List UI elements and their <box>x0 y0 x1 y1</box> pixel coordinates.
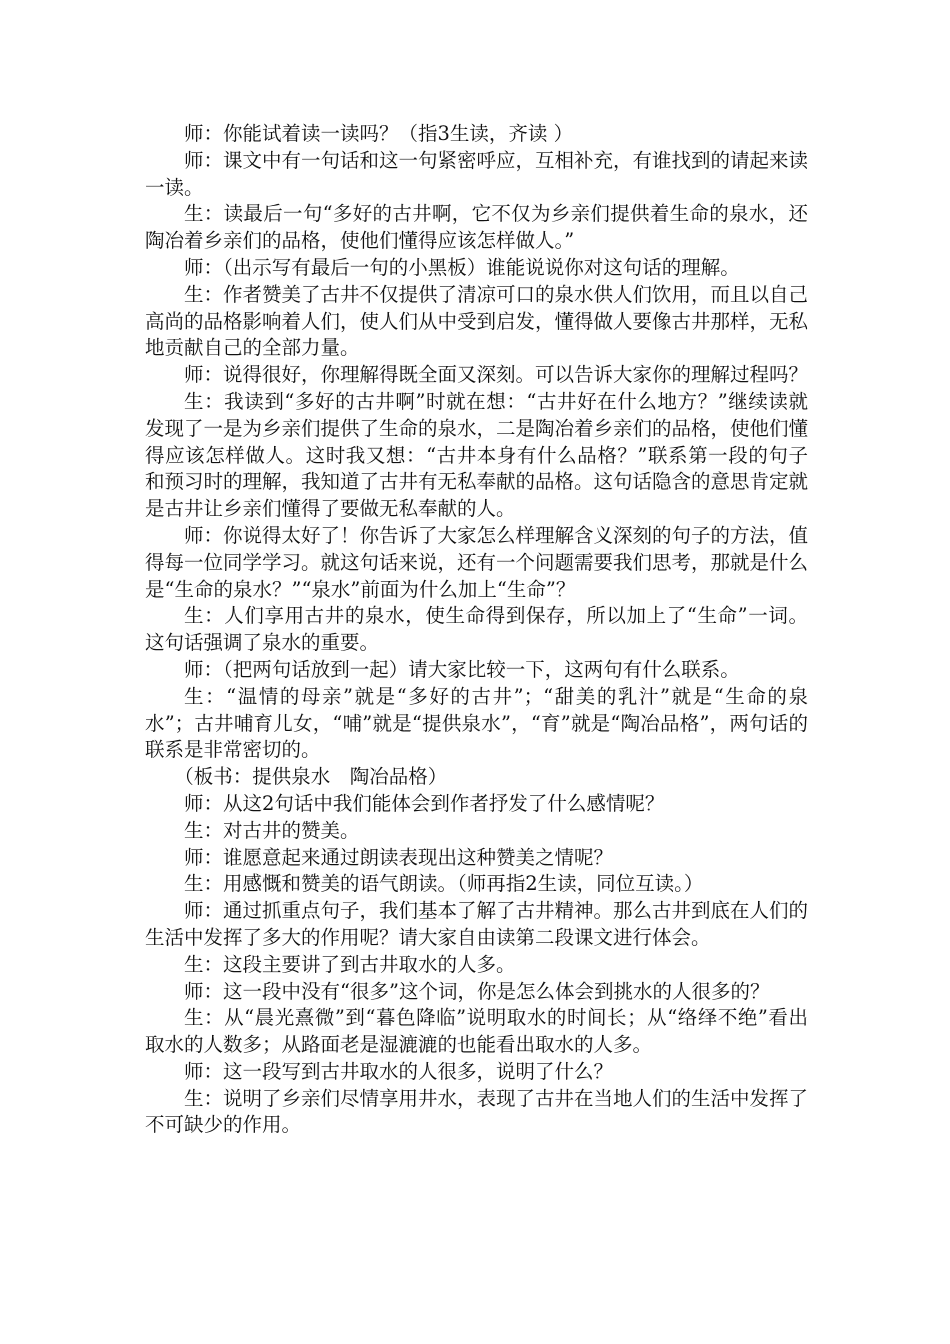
dialogue-paragraph-15: 师：谁愿意起来通过朗读表现出这种赞美之情呢？ <box>184 845 614 869</box>
dialogue-paragraph-18: 生：这段主要讲了到古井取水的人多。 <box>184 952 516 976</box>
dialogue-paragraph-4: 师：（出示写有最后一句的小黑板）谁能说说你对这句话的理解。 <box>184 255 740 279</box>
dialogue-paragraph-7: 生：我读到“多好的古井啊”时就在想：“古井好在什么地方？”继续读就发现了一是为乡亲们提供了生命的泉水，二是陶冶着乡亲们的品格，使他们懂得应该怎样做人。这时我又想：“古井本身有什么品格？”联系第一段的句子和预习时的理解，我知道了古井有无私奉献的品格。这句话隐含的意思肯定就是古井让乡亲们懂得了要做无私奉献的人。 <box>145 389 809 521</box>
dialogue-paragraph-5: 生：作者赞美了古井不仅提供了清凉可口的泉水供人们饮用，而且以自己高尚的品格影响着人们，使人们从中受到启发，懂得做人要像古井那样，无私地贡献自己的全部力量。 <box>145 282 809 360</box>
dialogue-paragraph-13: 师：从这2句话中我们能体会到作者抒发了什么感情呢？ <box>184 791 665 815</box>
dialogue-paragraph-20: 生：从“晨光熹微”到“暮色降临”说明取水的时间长；从“络绎不绝”看出取水的人数多；从路面老是湿漉漉的也能看出取水的人多。 <box>145 1006 808 1057</box>
dialogue-paragraph-2: 师：课文中有一句话和这一句紧密呼应，互相补充，有谁找到的请起来读一读。 <box>145 148 809 199</box>
dialogue-paragraph-19: 师：这一段中没有“很多”这个词，你是怎么体会到挑水的人很多的？ <box>184 979 770 1003</box>
dialogue-paragraph-3: 生：读最后一句“多好的古井啊，它不仅为乡亲们提供着生命的泉水，还陶冶着乡亲们的品格，使他们懂得应该怎样做人。” <box>145 202 808 253</box>
dialogue-paragraph-14: 生：对古井的赞美。 <box>184 818 360 842</box>
dialogue-paragraph-6: 师：说得很好，你理解得既全面又深刻。可以告诉大家你的理解过程吗？ <box>184 363 809 387</box>
dialogue-paragraph-21: 师：这一段写到古井取水的人很多，说明了什么？ <box>184 1059 614 1083</box>
document-body <box>145 121 808 1139</box>
dialogue-paragraph-8: 师：你说得太好了！你告诉了大家怎么样理解含义深刻的句子的方法，值得每一位同学学习。就这句话来说，还有一个问题需要我们思考，那就是什么是“生命的泉水？”“泉水”前面为什么加上“生命”？ <box>145 523 809 601</box>
dialogue-paragraph-16: 生：用感慨和赞美的语气朗读。（师再指2生读，同位互读。） <box>184 872 704 896</box>
dialogue-paragraph-1: 师：你能试着读一读吗？（指3生读，齐读 ） <box>184 122 574 145</box>
dialogue-paragraph-10: 师：（把两句话放到一起）请大家比较一下，这两句有什么联系。 <box>184 657 740 681</box>
dialogue-paragraph-11: 生：“温情的母亲”就是“多好的古井”；“甜美的乳汁”就是“生命的泉水”；古井哺育儿女，“哺”就是“提供泉水”，“育”就是“陶冶品格”，两句话的联系是非常密切的。 <box>145 684 808 762</box>
dialogue-paragraph-17: 师：通过抓重点句子，我们基本了解了古井精神。那么古井到底在人们的生活中发挥了多大的作用呢？请大家自由读第二段课文进行体会。 <box>145 899 809 949</box>
dialogue-paragraph-9: 生：人们享用古井的泉水，使生命得到保存，所以加上了“生命”一词。这句话强调了泉水的重要。 <box>145 604 808 655</box>
blackboard-note: （板书：提供泉水 陶冶品格） <box>174 765 448 789</box>
dialogue-paragraph-22: 生：说明了乡亲们尽情享用井水，表现了古井在当地人们的生活中发挥了不可缺少的作用。 <box>145 1086 809 1137</box>
